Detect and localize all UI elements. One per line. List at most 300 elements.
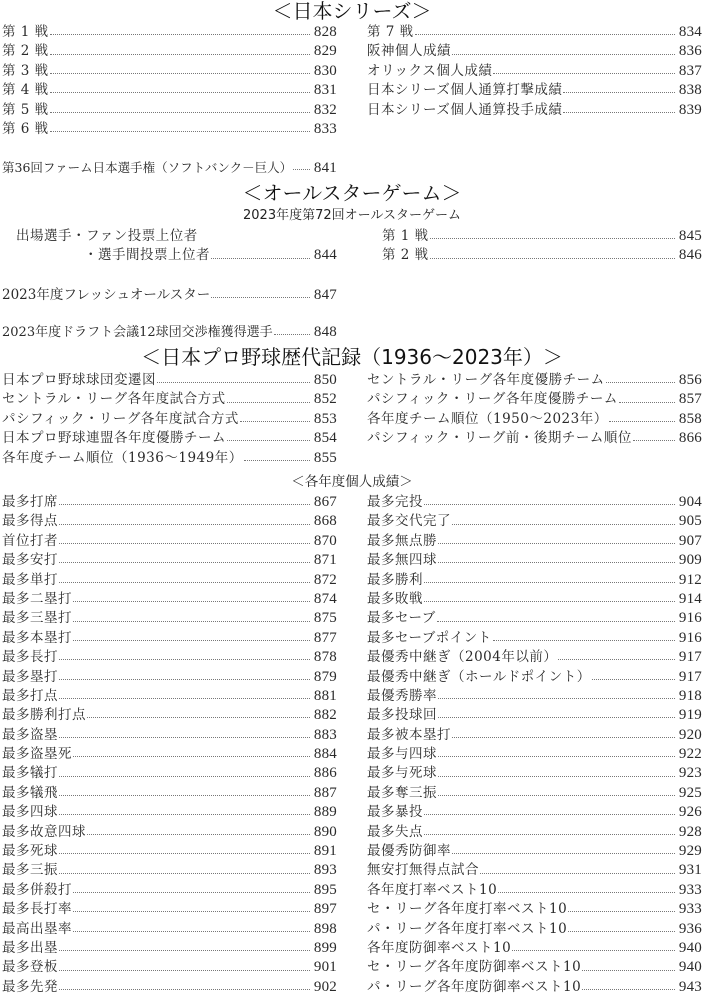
all-star-right-column xyxy=(382,227,702,266)
dot-leader xyxy=(240,421,310,422)
page-number: 875 xyxy=(313,610,337,627)
toc-entry[interactable] xyxy=(2,246,337,265)
dot-leader xyxy=(438,698,675,699)
page-number: 853 xyxy=(313,410,337,427)
entry-label: 第 1 戦 xyxy=(382,228,429,244)
entry-label: 最多三塁打 xyxy=(2,610,72,627)
toc-entry[interactable] xyxy=(2,978,337,997)
toc-entry[interactable] xyxy=(367,609,702,628)
entry-label: 無安打無得点試合 xyxy=(367,862,479,879)
toc-entry[interactable] xyxy=(2,648,337,667)
entry-label: 2023年度フレッシュオールスター xyxy=(2,287,211,303)
toc-entry[interactable] xyxy=(2,803,337,822)
dot-leader xyxy=(73,892,310,893)
toc-entry[interactable] xyxy=(2,920,337,939)
page-number: 886 xyxy=(313,765,337,782)
entry-label: 最多勝利打点 xyxy=(2,707,86,724)
toc-entry[interactable] xyxy=(367,706,702,725)
farm-championship-entry-wrap xyxy=(2,158,337,177)
dot-leader xyxy=(59,950,310,951)
page-number: 917 xyxy=(678,649,702,666)
entry-label: 第 2 戦 xyxy=(382,247,429,264)
entry-label: 最多犠飛 xyxy=(2,784,58,801)
page-number: 831 xyxy=(313,82,337,99)
toc-entry[interactable] xyxy=(367,900,702,919)
page-number: 901 xyxy=(313,959,337,976)
toc-entry[interactable] xyxy=(2,227,337,246)
toc-entry[interactable] xyxy=(367,512,702,531)
entry-label: 第 1 戦 xyxy=(2,24,49,40)
page-number: 904 xyxy=(678,494,702,510)
toc-entry[interactable] xyxy=(2,764,337,783)
history-left-column xyxy=(2,371,337,468)
toc-entry[interactable] xyxy=(2,590,337,609)
dot-leader xyxy=(59,659,310,660)
toc-entry[interactable] xyxy=(367,648,702,667)
entry-label: 最多死球 xyxy=(2,843,58,860)
dot-leader xyxy=(59,543,310,544)
section-title-all-star: ＜オールスターゲーム＞ xyxy=(242,181,462,205)
entry-label: 第 4 戦 xyxy=(2,82,49,99)
entry-label: 最多登板 xyxy=(2,959,58,976)
dot-leader xyxy=(609,421,675,422)
dot-leader xyxy=(452,737,675,738)
toc-entry[interactable] xyxy=(367,410,702,429)
page-number: 899 xyxy=(313,939,337,956)
dot-leader xyxy=(438,776,675,777)
toc-entry-fresh-all-star[interactable] xyxy=(2,286,337,305)
entry-label: 最多被本塁打 xyxy=(367,726,451,743)
toc-entry[interactable] xyxy=(2,42,337,61)
page-number: 858 xyxy=(678,410,702,427)
page-number: 891 xyxy=(313,843,337,860)
toc-entry[interactable] xyxy=(367,726,702,745)
page-number: 878 xyxy=(313,649,337,666)
toc-entry[interactable] xyxy=(367,629,702,648)
dot-leader xyxy=(568,931,675,932)
section-title-japan-series: ＜日本シリーズ＞ xyxy=(272,0,432,23)
entry-label: セ・リーグ各年度打率ベスト10 xyxy=(367,901,568,918)
page-number: 828 xyxy=(313,24,337,40)
dot-leader xyxy=(211,297,310,298)
toc-entry[interactable] xyxy=(2,120,337,139)
entry-label: 最多投球回 xyxy=(367,707,437,724)
page-number: 870 xyxy=(313,532,337,549)
page-number: 850 xyxy=(313,372,337,388)
toc-entry[interactable] xyxy=(2,745,337,764)
dot-leader xyxy=(87,717,310,718)
toc-entry[interactable] xyxy=(2,823,337,842)
toc-entry[interactable] xyxy=(382,227,702,246)
toc-entry[interactable] xyxy=(367,571,702,590)
entry-label: 最多交代完了 xyxy=(367,513,451,530)
page-number: 839 xyxy=(678,101,702,118)
entry-label: ・選手間投票上位者 xyxy=(84,247,210,264)
dot-leader xyxy=(59,873,310,874)
entry-label: 最多勝利 xyxy=(367,571,423,588)
page-number: 926 xyxy=(678,804,702,821)
entry-label: セントラル・リーグ各年度試合方式 xyxy=(2,391,226,408)
page-number: 933 xyxy=(678,901,702,918)
dot-leader xyxy=(563,92,675,93)
page-number: 829 xyxy=(313,43,337,60)
dot-leader xyxy=(424,582,675,583)
section-title-history: ＜日本プロ野球歴代記録（1936～2023年）＞ xyxy=(141,345,563,369)
dot-leader xyxy=(59,970,310,971)
entry-label: 第 5 戦 xyxy=(2,101,49,118)
entry-label: 最多無点勝 xyxy=(367,532,437,549)
entry-label: 第36回ファーム日本選手権（ソフトバンク－巨人） xyxy=(2,160,293,175)
page-number: 832 xyxy=(313,101,337,118)
toc-entry[interactable] xyxy=(2,881,337,900)
toc-entry[interactable] xyxy=(2,371,337,390)
entry-label: 2023年度ドラフト会議12球団交渉権獲得選手 xyxy=(2,325,273,340)
dot-leader xyxy=(73,911,310,912)
page-number: 881 xyxy=(313,687,337,704)
toc-entry[interactable] xyxy=(367,590,702,609)
toc-entry[interactable] xyxy=(367,62,702,81)
entry-label: 日本シリーズ個人通算打撃成績 xyxy=(367,82,563,99)
page-number: 919 xyxy=(678,707,702,724)
page-number: 931 xyxy=(678,862,702,879)
dot-leader xyxy=(512,950,675,951)
entry-label: パシフィック・リーグ前・後期チーム順位 xyxy=(367,430,632,447)
dot-leader xyxy=(59,582,310,583)
page-number: 922 xyxy=(678,746,702,763)
page-number: 918 xyxy=(678,687,702,704)
all-star-subtitle: 2023年度第72回オールスターゲーム xyxy=(243,208,461,223)
page-number: 874 xyxy=(313,590,337,607)
dot-leader xyxy=(59,698,310,699)
page-number: 917 xyxy=(678,668,702,685)
toc-entry[interactable] xyxy=(2,668,337,687)
page-number: 883 xyxy=(313,726,337,743)
toc-entry[interactable] xyxy=(367,920,702,939)
page-number: 943 xyxy=(678,978,702,995)
page-number: 898 xyxy=(313,920,337,937)
page-number: 848 xyxy=(313,324,337,340)
page-number: 868 xyxy=(313,513,337,530)
toc-entry[interactable] xyxy=(2,390,337,409)
page-number: 844 xyxy=(313,247,337,264)
page-number: 877 xyxy=(313,629,337,646)
dot-leader xyxy=(582,970,675,971)
toc-entry[interactable] xyxy=(367,842,702,861)
dot-leader xyxy=(415,34,675,35)
dot-leader xyxy=(227,440,310,441)
toc-entry[interactable] xyxy=(2,842,337,861)
dot-leader xyxy=(73,640,310,641)
page-number: 909 xyxy=(678,552,702,569)
page-number: 852 xyxy=(313,391,337,408)
dot-leader xyxy=(438,795,675,796)
page-number: 857 xyxy=(678,391,702,408)
page-number: 914 xyxy=(678,590,702,607)
page-number: 884 xyxy=(313,746,337,763)
toc-entry[interactable] xyxy=(2,493,337,512)
dot-leader xyxy=(274,334,310,335)
entry-label: 最多故意四球 xyxy=(2,823,86,840)
entry-label: 第 2 戦 xyxy=(2,43,49,60)
entry-label: 最多打点 xyxy=(2,687,58,704)
toc-entry[interactable] xyxy=(2,551,337,570)
entry-label: 最多出塁 xyxy=(2,939,58,956)
entry-label: パ・リーグ各年度打率ベスト10 xyxy=(367,920,568,937)
page-number: 866 xyxy=(678,430,702,447)
page-number: 890 xyxy=(313,823,337,840)
page-number: 897 xyxy=(313,901,337,918)
entry-label: 最多併殺打 xyxy=(2,881,72,898)
page-number: 920 xyxy=(678,726,702,743)
entry-label: セ・リーグ各年度防御率ベスト10 xyxy=(367,959,582,976)
page-number: 905 xyxy=(678,513,702,530)
dot-leader xyxy=(87,834,310,835)
entry-label: 最多塁打 xyxy=(2,668,58,685)
entry-label: 首位打者 xyxy=(2,532,58,549)
page-number: 834 xyxy=(678,24,702,40)
page-number: 841 xyxy=(313,160,337,176)
entry-label: 最優秀中継ぎ（ホールドポイント） xyxy=(367,668,591,685)
individual-right-column xyxy=(367,493,702,997)
toc-entry[interactable] xyxy=(367,939,702,958)
toc-entry[interactable] xyxy=(2,62,337,81)
dot-leader xyxy=(424,814,675,815)
toc-entry[interactable] xyxy=(367,687,702,706)
page-number: 882 xyxy=(313,707,337,724)
entry-label: 各年度チーム順位（1936～1949年） xyxy=(2,449,243,466)
toc-entry[interactable] xyxy=(367,881,702,900)
toc-entry-farm-championship[interactable] xyxy=(2,158,337,177)
toc-entry[interactable] xyxy=(367,42,702,61)
page-number: 854 xyxy=(313,430,337,447)
toc-entry[interactable] xyxy=(2,726,337,745)
entry-label: 最多奪三振 xyxy=(367,784,437,801)
entry-label: 第 6 戦 xyxy=(2,120,49,137)
entry-label: 最多与死球 xyxy=(367,765,437,782)
toc-entry[interactable] xyxy=(367,493,702,512)
entry-label: 阪神個人成績 xyxy=(367,43,451,60)
page-number: 855 xyxy=(313,449,337,466)
dot-leader xyxy=(50,73,310,74)
entry-label: 最多本塁打 xyxy=(2,629,72,646)
toc-entry[interactable] xyxy=(2,609,337,628)
page-number: 933 xyxy=(678,881,702,898)
dot-leader xyxy=(50,92,310,93)
entry-label: 最多暴投 xyxy=(367,804,423,821)
dot-leader xyxy=(293,169,310,170)
toc-entry[interactable] xyxy=(367,803,702,822)
page-number: 923 xyxy=(678,765,702,782)
page-number: 845 xyxy=(678,228,702,244)
dot-leader xyxy=(430,258,675,259)
entry-label: 最多安打 xyxy=(2,552,58,569)
toc-entry[interactable] xyxy=(367,978,702,997)
page-number: 902 xyxy=(313,978,337,995)
dot-leader xyxy=(438,562,675,563)
entry-label: 最多盗塁 xyxy=(2,726,58,743)
page-number: 912 xyxy=(678,571,702,588)
dot-leader xyxy=(438,756,675,757)
toc-entry[interactable] xyxy=(367,958,702,977)
entry-label: 最多二塁打 xyxy=(2,590,72,607)
toc-entry[interactable] xyxy=(367,101,702,120)
toc-entry[interactable] xyxy=(367,668,702,687)
toc-entry[interactable] xyxy=(367,429,702,448)
toc-entry[interactable] xyxy=(2,81,337,100)
page-number: 895 xyxy=(313,881,337,898)
dot-leader xyxy=(59,562,310,563)
dot-leader xyxy=(59,853,310,854)
entry-label: 出場選手・ファン投票上位者 xyxy=(16,228,198,244)
page-number: 893 xyxy=(313,862,337,879)
toc-entry[interactable] xyxy=(2,512,337,531)
entry-label: 各年度打率ベスト10 xyxy=(367,881,498,898)
dot-leader xyxy=(563,112,675,113)
dot-leader xyxy=(568,911,675,912)
entry-label: 最多四球 xyxy=(2,804,58,821)
toc-entry[interactable] xyxy=(367,745,702,764)
page-number: 929 xyxy=(678,843,702,860)
page-number: 940 xyxy=(678,959,702,976)
toc-entry[interactable] xyxy=(2,410,337,429)
dot-leader xyxy=(73,756,310,757)
page-number: 928 xyxy=(678,823,702,840)
dot-leader xyxy=(73,601,310,602)
dot-leader xyxy=(452,54,675,55)
dot-leader xyxy=(424,834,675,835)
dot-leader xyxy=(157,382,310,383)
entry-label: 最多完投 xyxy=(367,494,423,510)
toc-entry[interactable] xyxy=(367,371,702,390)
dot-leader xyxy=(606,382,675,383)
toc-entry[interactable] xyxy=(2,571,337,590)
entry-label: パシフィック・リーグ各年度優勝チーム xyxy=(367,391,618,408)
toc-entry[interactable] xyxy=(367,551,702,570)
entry-label: 最多セーブポイント xyxy=(367,629,492,646)
all-star-left-column xyxy=(2,227,337,266)
page-number: 936 xyxy=(678,920,702,937)
entry-label: 最多打席 xyxy=(2,494,58,510)
toc-entry[interactable] xyxy=(367,23,702,42)
toc-entry[interactable] xyxy=(2,939,337,958)
dot-leader xyxy=(452,524,675,525)
dot-leader xyxy=(50,34,310,35)
toc-entry-draft[interactable] xyxy=(2,323,337,342)
toc-entry[interactable] xyxy=(2,958,337,977)
entry-label: 最優秀防御率 xyxy=(367,843,451,860)
dot-leader xyxy=(50,54,310,55)
toc-entry[interactable] xyxy=(367,390,702,409)
toc-entry[interactable] xyxy=(367,784,702,803)
entry-label: 最多無四球 xyxy=(367,552,437,569)
toc-entry[interactable] xyxy=(367,823,702,842)
dot-leader xyxy=(50,131,310,132)
dot-leader xyxy=(59,504,310,505)
dot-leader xyxy=(59,737,310,738)
dot-leader xyxy=(493,73,675,74)
dot-leader xyxy=(59,814,310,815)
toc-entry[interactable] xyxy=(2,429,337,448)
entry-label: 最多三振 xyxy=(2,862,58,879)
entry-label: 各年度防御率ベスト10 xyxy=(367,939,512,956)
dot-leader xyxy=(59,989,310,990)
page-number: 940 xyxy=(678,939,702,956)
page-number: 846 xyxy=(678,247,702,264)
dot-leader xyxy=(244,460,310,461)
fresh-all-star-entry-wrap xyxy=(2,286,337,305)
toc-entry[interactable] xyxy=(367,861,702,880)
entry-label: 最高出塁率 xyxy=(2,920,72,937)
toc-entry[interactable] xyxy=(2,23,337,42)
toc-entry[interactable] xyxy=(2,449,337,468)
toc-entry[interactable] xyxy=(2,861,337,880)
toc-entry[interactable] xyxy=(2,900,337,919)
entry-label: 日本プロ野球連盟各年度優勝チーム xyxy=(2,430,226,447)
entry-label: 日本シリーズ個人通算投手成績 xyxy=(367,101,563,118)
dot-leader xyxy=(424,601,675,602)
page-number: 916 xyxy=(678,629,702,646)
page-number: 833 xyxy=(313,120,337,137)
dot-leader xyxy=(493,640,675,641)
toc-entry[interactable] xyxy=(367,764,702,783)
toc-entry[interactable] xyxy=(2,532,337,551)
dot-leader xyxy=(430,238,675,239)
dot-leader xyxy=(498,892,675,893)
dot-leader xyxy=(73,931,310,932)
toc-entry[interactable] xyxy=(2,784,337,803)
dot-leader xyxy=(59,795,310,796)
toc-entry[interactable] xyxy=(2,101,337,120)
toc-entry[interactable] xyxy=(367,81,702,100)
page-number: 830 xyxy=(313,62,337,79)
page-number: 879 xyxy=(313,668,337,685)
toc-entry[interactable] xyxy=(2,706,337,725)
entry-label: 日本プロ野球球団変遷図 xyxy=(2,372,156,388)
history-right-column xyxy=(367,371,702,449)
individual-left-column xyxy=(2,493,337,997)
japan-series-right-column xyxy=(367,23,702,120)
entry-label: 最多先発 xyxy=(2,978,58,995)
toc-entry[interactable] xyxy=(2,629,337,648)
subsection-title-individual: ＜各年度個人成績＞ xyxy=(291,474,413,490)
entry-label: 最多長打率 xyxy=(2,901,72,918)
entry-label: 各年度チーム順位（1950～2023年） xyxy=(367,410,608,427)
dot-leader xyxy=(424,504,675,505)
entry-label: パシフィック・リーグ各年度試合方式 xyxy=(2,410,239,427)
page-number: 847 xyxy=(313,287,337,303)
page-number: 856 xyxy=(678,372,702,388)
page-number: 925 xyxy=(678,784,702,801)
entry-label: セントラル・リーグ各年度優勝チーム xyxy=(367,372,605,388)
entry-label: 最優秀勝率 xyxy=(367,687,437,704)
dot-leader xyxy=(619,402,675,403)
toc-entry[interactable] xyxy=(2,687,337,706)
dot-leader xyxy=(50,112,310,113)
entry-label: 最多盗塁死 xyxy=(2,746,72,763)
entry-label: 最優秀中継ぎ（2004年以前） xyxy=(367,649,558,666)
dot-leader xyxy=(582,989,675,990)
dot-leader xyxy=(592,679,675,680)
toc-entry[interactable] xyxy=(367,532,702,551)
page-number: 837 xyxy=(678,62,702,79)
dot-leader xyxy=(437,621,675,622)
entry-label: パ・リーグ各年度防御率ベスト10 xyxy=(367,978,582,995)
page-number: 838 xyxy=(678,82,702,99)
entry-label: 第 7 戦 xyxy=(367,24,414,40)
page-number: 889 xyxy=(313,804,337,821)
dot-leader xyxy=(73,621,310,622)
toc-entry[interactable] xyxy=(382,246,702,265)
